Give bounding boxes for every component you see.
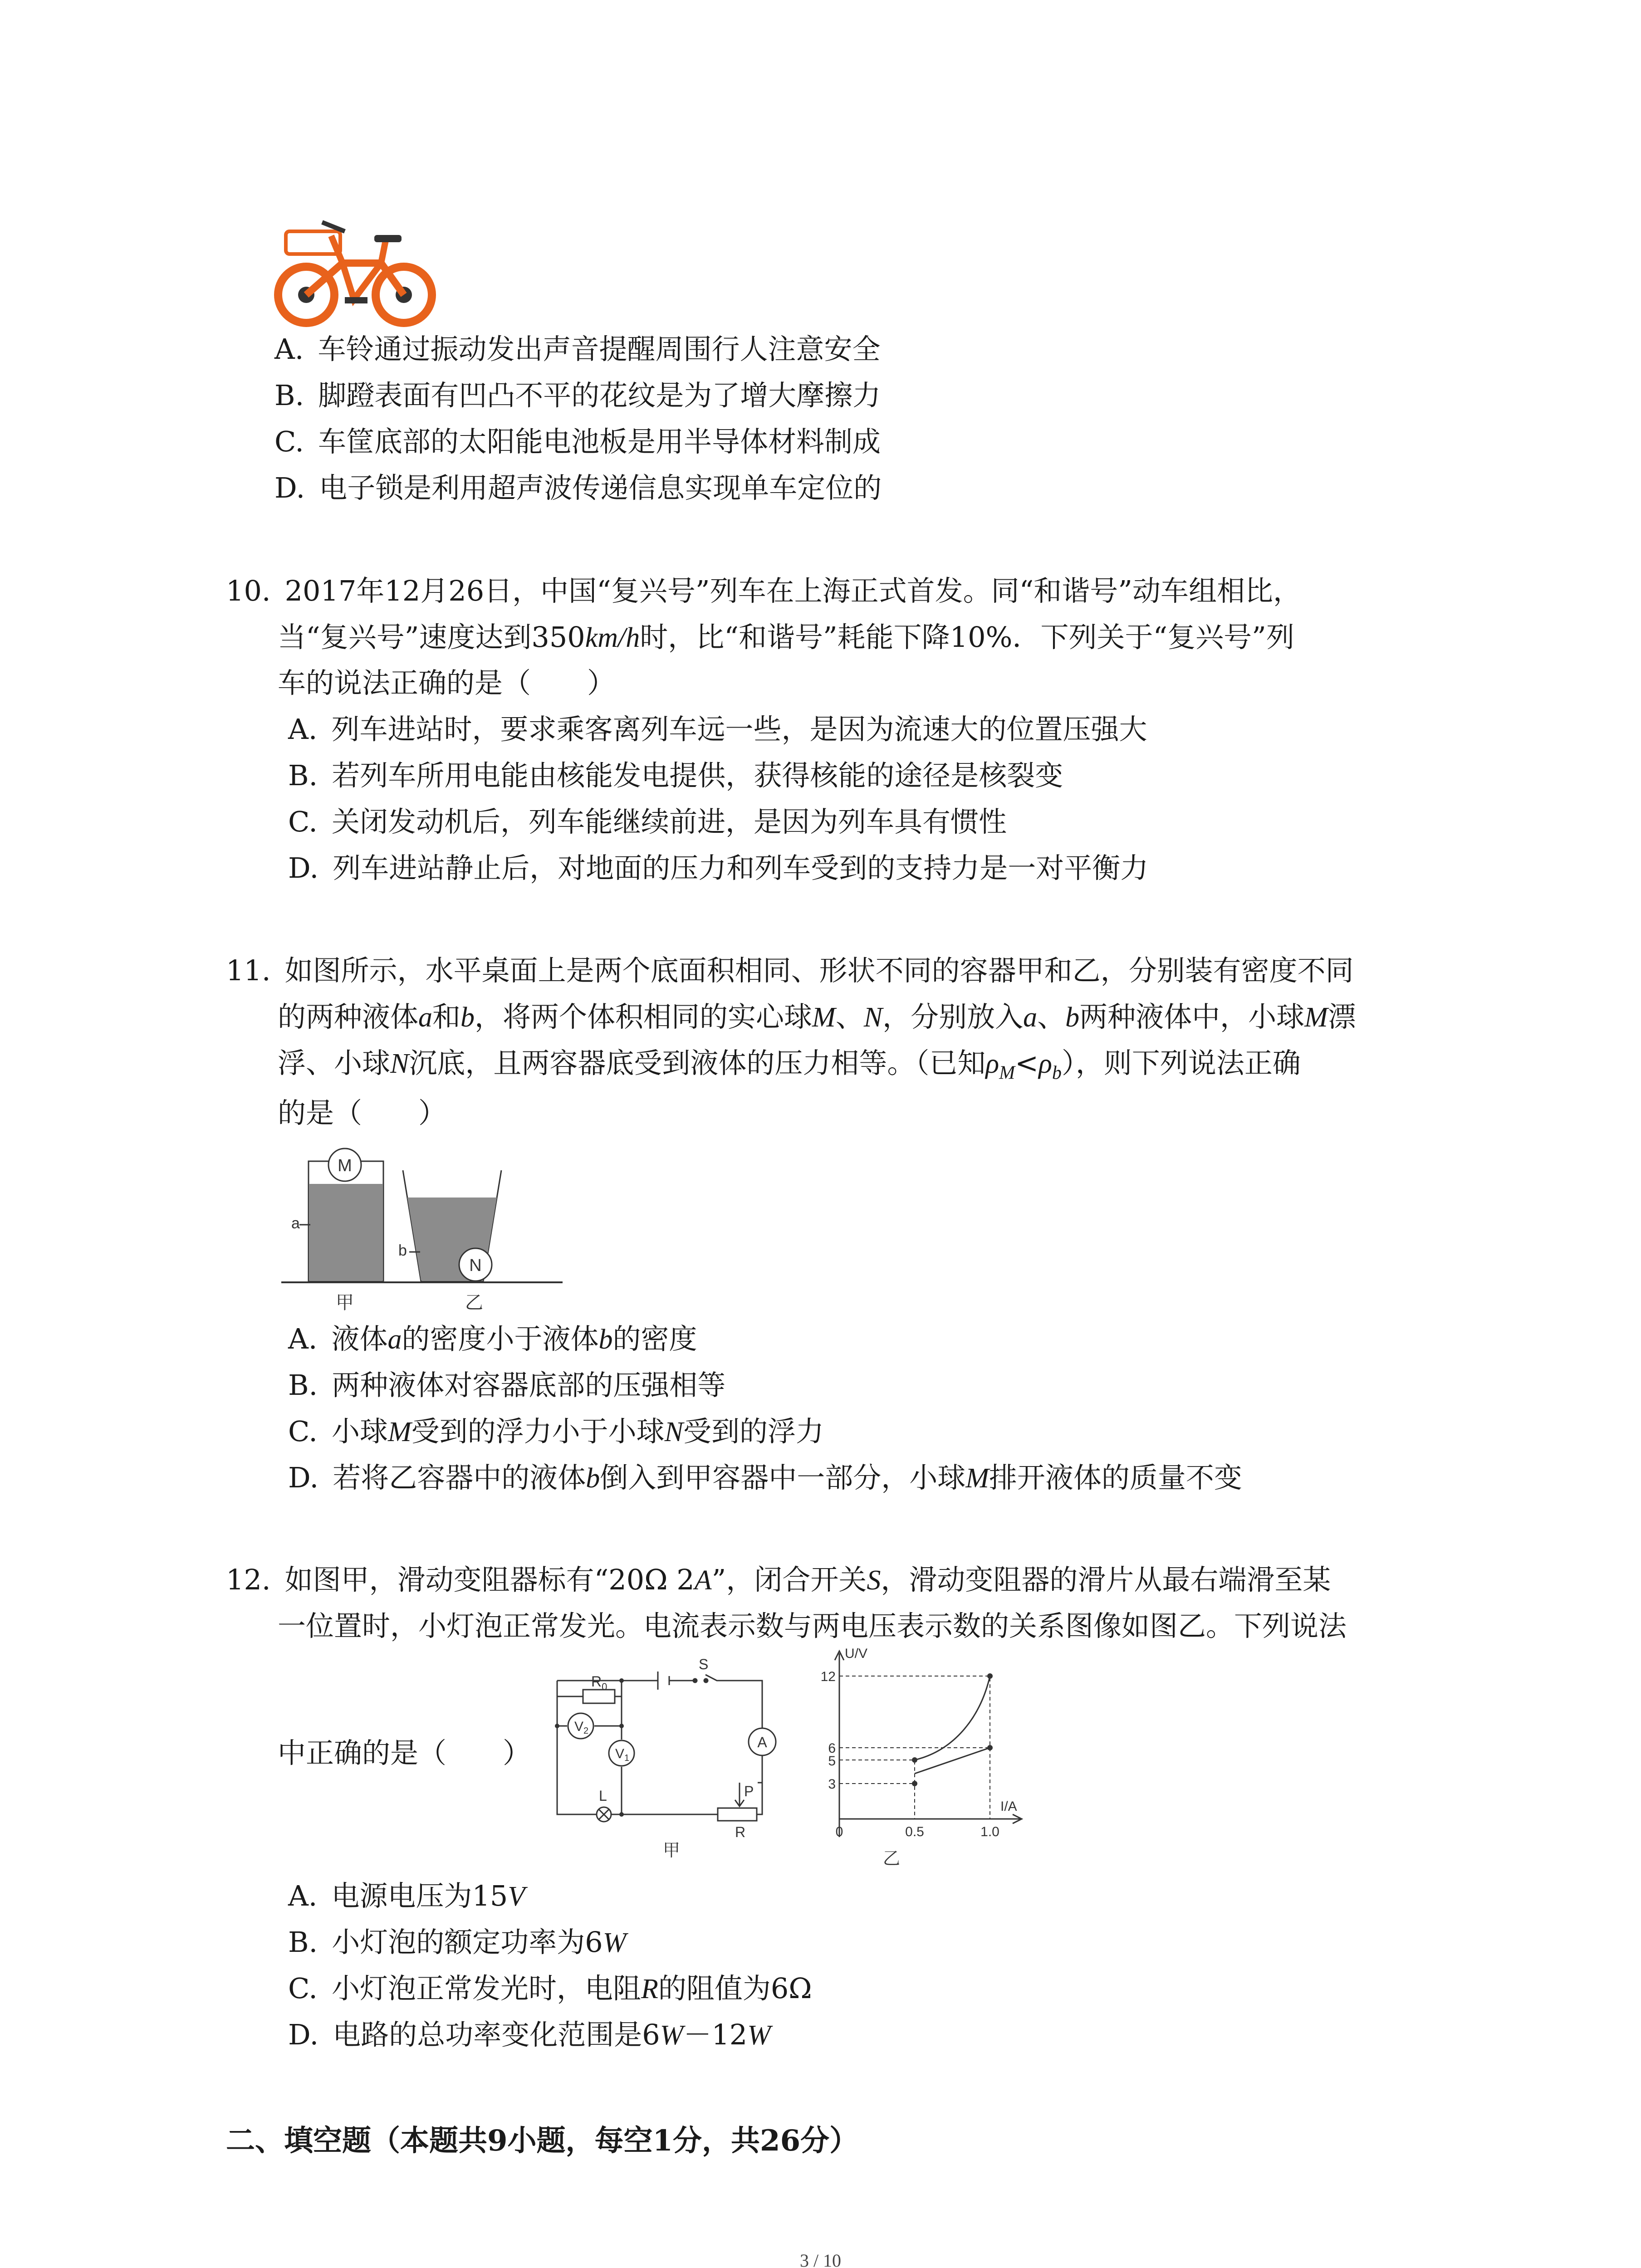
- q10-option-c[interactable]: [288, 804, 1007, 840]
- option-label: A.: [288, 1879, 318, 1912]
- y-tick: 3: [828, 1777, 836, 1792]
- q12-ui-graph: [817, 1642, 1043, 1869]
- section-heading: 二、填空题（本题共9小题，每空1分，共26分）: [226, 2124, 859, 2158]
- question-text: 如图所示，水平桌面上是两个底面积相同、形状不同的容器甲和乙，分别装有密度不同: [284, 954, 1354, 987]
- var: M: [965, 1463, 989, 1494]
- line-r0: [915, 1748, 990, 1774]
- text-run: 、: [835, 1000, 864, 1033]
- text-run: 电源电压为15: [331, 1879, 508, 1912]
- ammeter-label: A: [757, 1734, 767, 1750]
- text-run: 浮、小球: [278, 1046, 391, 1080]
- q10-option-a[interactable]: [288, 711, 1147, 748]
- page-number: 3 / 10: [799, 2250, 842, 2268]
- q10-option-b[interactable]: [288, 758, 1063, 794]
- q9-option-c[interactable]: [274, 424, 881, 460]
- text-run: 的密度小于液体: [402, 1322, 599, 1355]
- v1-label: V: [615, 1746, 625, 1761]
- text-run: 、: [1037, 1000, 1066, 1033]
- q9-option-a[interactable]: [274, 331, 881, 367]
- q12-option-b[interactable]: [288, 1924, 626, 1961]
- lamp-label: L: [599, 1788, 607, 1804]
- q12-circuit-diagram: [544, 1647, 798, 1860]
- var: M: [387, 1417, 411, 1447]
- var: a: [1023, 1002, 1038, 1033]
- var: M: [1304, 1002, 1328, 1033]
- text-run: 和: [432, 1000, 461, 1033]
- text-run: 两种液体对容器底部的压强相等: [332, 1369, 726, 1402]
- option-text: 列车进站静止后，对地面的压力和列车受到的支持力是一对平衡力: [333, 851, 1149, 885]
- option-label: D.: [288, 1461, 319, 1494]
- bicycle-image: [268, 213, 449, 331]
- y-tick: 6: [828, 1741, 836, 1756]
- text-run: 排开液体的质量不变: [989, 1461, 1242, 1494]
- subscript: b: [1052, 1062, 1062, 1084]
- q12-option-d[interactable]: [288, 2017, 771, 2053]
- text-run: －12: [683, 2018, 748, 2051]
- q11-option-c[interactable]: [288, 1413, 824, 1450]
- var: M: [812, 1002, 836, 1033]
- y-tick: 12: [820, 1669, 836, 1684]
- option-text: 列车进站时，要求乘客离列车远一些，是因为流速大的位置压强大: [331, 713, 1147, 746]
- q11-line-2: [278, 999, 1356, 1036]
- text-run: 的阻值为6Ω: [658, 1972, 812, 2005]
- text-run: 电路的总功率变化范围是6: [333, 2018, 660, 2051]
- q11-option-b[interactable]: [288, 1367, 725, 1403]
- text-run: 如图甲，滑动变阻器标有“20Ω 2: [284, 1563, 695, 1596]
- y-axis-label: U/V: [845, 1646, 868, 1661]
- var: N: [664, 1417, 683, 1447]
- var: b: [586, 1463, 600, 1494]
- y-tick: 5: [828, 1754, 836, 1769]
- option-label: B.: [288, 759, 318, 792]
- v2-subscript: 2: [583, 1726, 589, 1736]
- option-label: C.: [288, 805, 318, 838]
- question-text: 2017年12月26日，中国“复兴号”列车在上海正式首发。同“和谐号”动车组相比，: [284, 574, 1301, 607]
- option-label: B.: [274, 379, 304, 412]
- x-tick: 0.5: [905, 1824, 924, 1839]
- var: R: [641, 1974, 658, 2004]
- q11-containers-figure: [281, 1143, 572, 1315]
- q12-line-3: 中正确的是（ ）: [278, 1736, 531, 1769]
- option-label: D.: [274, 471, 305, 504]
- text-run: 漂: [1327, 1000, 1356, 1033]
- option-label: B.: [288, 1926, 318, 1959]
- text-run: 两种液体中，小球: [1079, 1000, 1305, 1033]
- q11-line-3: [278, 1045, 1301, 1091]
- curve-lamp: [915, 1676, 990, 1760]
- rho-symbol: ρ: [985, 1048, 999, 1079]
- q11-line-4: 的是（ ）: [278, 1096, 447, 1129]
- origin-label: 0: [835, 1824, 843, 1839]
- option-label: C.: [274, 425, 304, 458]
- q10-option-d[interactable]: [288, 850, 1148, 886]
- v2-label: V: [574, 1719, 584, 1734]
- q9-option-d[interactable]: [274, 470, 882, 506]
- text-run: 小球: [331, 1415, 388, 1448]
- q11-line-1: [226, 953, 1354, 989]
- text-run: 当“复兴号”速度达到350: [278, 621, 585, 654]
- caption-right: 乙: [465, 1293, 483, 1313]
- option-label: C.: [288, 1415, 318, 1448]
- q11-option-d[interactable]: [288, 1460, 1242, 1496]
- text-run: 受到的浮力: [683, 1415, 824, 1448]
- liquid-b-label: b: [398, 1242, 407, 1259]
- x-tick: 1.0: [980, 1824, 999, 1839]
- option-label: C.: [288, 1972, 318, 2005]
- text-run: ，将两个体积相同的实心球: [475, 1000, 813, 1033]
- q11-option-a[interactable]: [288, 1321, 697, 1358]
- var: a: [418, 1002, 433, 1033]
- var: b: [1065, 1002, 1080, 1033]
- text-run: ，滑动变阻器的滑片从最右端滑至某: [881, 1563, 1331, 1596]
- q12-line-1: [226, 1562, 1331, 1598]
- caption-left: 甲: [336, 1293, 354, 1313]
- unit: km/h: [585, 622, 640, 653]
- switch-label: S: [699, 1656, 709, 1672]
- svg-text:R0: [591, 1673, 607, 1692]
- v1-subscript: 1: [624, 1753, 630, 1763]
- option-label: A.: [288, 1322, 318, 1355]
- option-label: A.: [274, 332, 304, 366]
- option-text: 车铃通过振动发出声音提醒周围行人注意安全: [318, 332, 881, 366]
- question-number: 10.: [226, 574, 271, 607]
- q10-line-1: [226, 573, 1301, 609]
- subscript: M: [999, 1062, 1015, 1084]
- text-run: ，分别放入: [882, 1000, 1024, 1033]
- question-number: 12.: [226, 1563, 271, 1596]
- q12-option-a[interactable]: [288, 1878, 525, 1915]
- option-label: D.: [288, 851, 319, 885]
- unit: V: [508, 1881, 525, 1912]
- text-run: 沉底，且两容器底受到液体的压力相等。（已知: [409, 1046, 986, 1080]
- option-text: 若列车所用电能由核能发电提供，获得核能的途径是核裂变: [332, 759, 1063, 792]
- text-run: 的两种液体: [278, 1000, 419, 1033]
- text-run: 小灯泡正常发光时，电阻: [331, 1972, 641, 2005]
- q12-option-c[interactable]: [288, 1970, 812, 2007]
- option-text: 车筐底部的太阳能电池板是用半导体材料制成: [318, 425, 881, 458]
- q12-line-2: 一位置时，小灯泡正常发光。电流表示数与两电压表示数的关系图像如图乙。下列说法: [278, 1609, 1347, 1642]
- q9-option-b[interactable]: [274, 377, 881, 414]
- slider-label: P: [744, 1783, 754, 1799]
- question-number: 11.: [226, 954, 271, 987]
- liquid-a-label: a: [291, 1215, 300, 1232]
- text-run: 小灯泡的额定功率为6: [332, 1926, 603, 1959]
- graph-caption: 乙: [882, 1849, 901, 1868]
- unit: A: [694, 1565, 712, 1596]
- option-label: A.: [288, 713, 318, 746]
- ball-m-label: M: [338, 1156, 352, 1175]
- var: b: [460, 1002, 475, 1033]
- ball-n-label: N: [469, 1256, 482, 1275]
- text-run: 的密度: [612, 1322, 697, 1355]
- var: a: [387, 1324, 402, 1355]
- option-text: 电子锁是利用超声波传递信息实现单车定位的: [319, 471, 882, 504]
- r0-label: R: [591, 1673, 602, 1690]
- var: b: [598, 1324, 613, 1355]
- var: S: [867, 1565, 881, 1596]
- option-label: D.: [288, 2018, 319, 2051]
- r0-subscript: 0: [602, 1681, 607, 1692]
- unit: W: [603, 1927, 627, 1958]
- text-run: ”，闭合开关: [711, 1563, 867, 1596]
- var: N: [390, 1048, 409, 1079]
- text-run: 时，比“和谐号”耗能下降10%．下列关于“复兴号”列: [640, 621, 1294, 654]
- unit: W: [747, 2020, 771, 2051]
- x-axis-label: I/A: [1000, 1799, 1017, 1814]
- rheostat-label: R: [735, 1824, 746, 1840]
- circuit-caption: 甲: [662, 1841, 681, 1860]
- option-text: 关闭发动机后，列车能继续前进，是因为列车具有惯性: [331, 805, 1007, 838]
- less-than: <: [1015, 1046, 1039, 1080]
- text-run: 液体: [331, 1322, 388, 1355]
- text-run: 倒入到甲容器中一部分，小球: [600, 1461, 966, 1494]
- q10-line-3: 车的说法正确的是（ ）: [278, 666, 616, 699]
- q10-line-2: [278, 619, 1294, 656]
- rho-symbol: ρ: [1038, 1048, 1052, 1079]
- unit: W: [660, 2020, 684, 2051]
- text-run: 若将乙容器中的液体: [333, 1461, 586, 1494]
- var: N: [863, 1002, 883, 1033]
- option-text: 脚蹬表面有凹凸不平的花纹是为了增大摩擦力: [318, 379, 881, 412]
- option-label: B.: [288, 1369, 318, 1402]
- text-run: 受到的浮力小于小球: [411, 1415, 665, 1448]
- text-run: ），则下列说法正确: [1061, 1046, 1301, 1080]
